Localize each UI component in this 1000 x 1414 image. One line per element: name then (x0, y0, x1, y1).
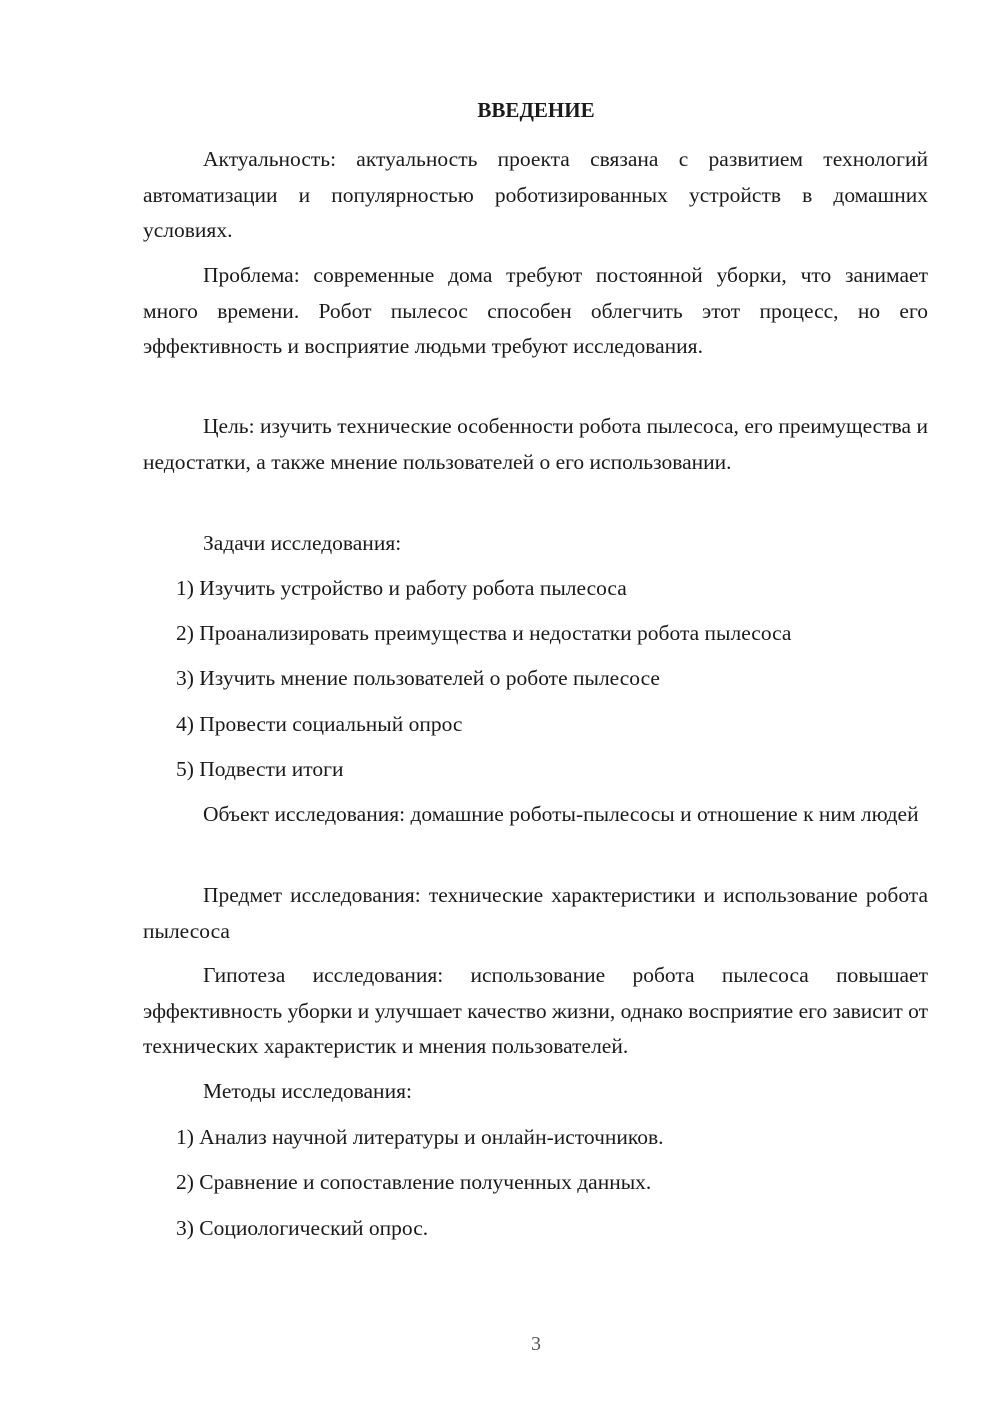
task-item: 5) Подвести итоги (176, 757, 344, 781)
paragraph-problem: Проблема: современные дома требуют постоянной уборки, что занимает много времени. Робот пылесос способен облегчить этот процесс, но его эффективность и восприятие людьми требуют исследования. (143, 263, 928, 358)
task-item: 4) Провести социальный опрос (176, 712, 463, 736)
task-item: 3) Изучить мнение пользователей о роботе пылесосе (176, 666, 660, 690)
section-heading: ВВЕДЕНИЕ (477, 98, 595, 122)
paragraph-object: Объект исследования: домашние роботы-пылесосы и отношение к ним людей (203, 802, 919, 826)
method-item: 1) Анализ научной литературы и онлайн-источников. (176, 1125, 664, 1149)
task-item: 1) Изучить устройство и работу робота пылесоса (176, 576, 627, 600)
method-item: 3) Социологический опрос. (176, 1216, 429, 1240)
paragraph-goal: Цель: изучить технические особенности робота пылесоса, его преимущества и недостатки, а также мнение пользователей о его использовании. (143, 414, 928, 474)
paragraph-hypothesis: Гипотеза исследования: использование робота пылесоса повышает эффективность уборки и улучшает качество жизни, однако восприятие его зависит от технических характеристик и мнения пользователей. (143, 963, 928, 1058)
page-number: 3 (531, 1333, 541, 1355)
paragraph-relevance: Актуальность: актуальность проекта связана с развитием технологий автоматизации и популярностью роботизированных устройств в домашних условиях. (143, 147, 928, 242)
task-item: 2) Проанализировать преимущества и недостатки робота пылесоса (176, 621, 792, 645)
paragraph-subject: Предмет исследования: технические характеристики и использование робота пылесоса (143, 883, 928, 943)
method-item: 2) Сравнение и сопоставление полученных данных. (176, 1170, 652, 1194)
tasks-title: Задачи исследования: (203, 531, 402, 555)
methods-title: Методы исследования: (203, 1079, 412, 1103)
